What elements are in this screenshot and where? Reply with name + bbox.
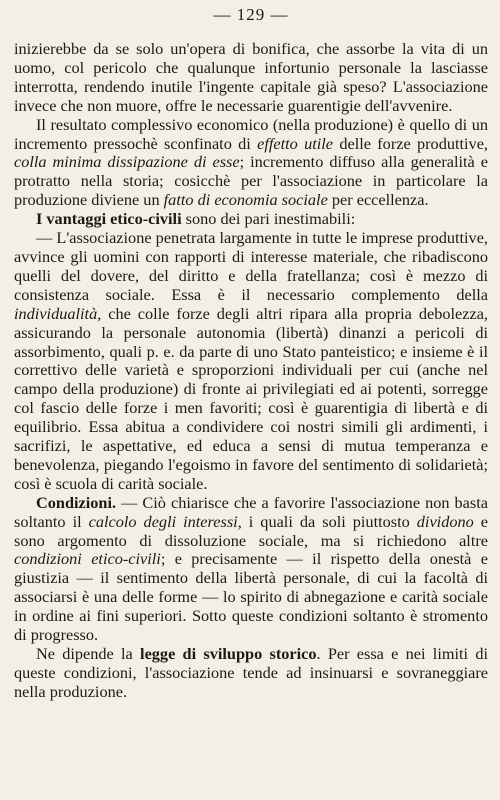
text-segment: delle forze produttive, — [333, 133, 488, 153]
paragraph — [14, 645, 488, 702]
bold-heading-text: legge di sviluppo storico — [140, 644, 317, 663]
text-segment: per eccellenza. — [327, 190, 429, 210]
text-segment: , i quali da soli piuttosto — [237, 511, 417, 531]
paragraph — [14, 210, 488, 229]
italic-text: fatto di economia sociale — [163, 190, 328, 210]
paragraph — [14, 494, 488, 645]
text-segment: ; incremento diffuso alla generalità e protratto nella storia; cosicchè per l'associazione in particolare la produzione diviene un — [14, 152, 488, 210]
text-segment: Ne dipende la — [36, 644, 141, 663]
paragraph — [14, 229, 488, 494]
text-segment: Il resultato complessivo economico (nella produzione) è quello di un incremento pressochè sconfinato di — [14, 114, 488, 153]
italic-text: colla minima dissipazione di esse — [14, 152, 240, 172]
text-segment: , che colle forze degli altri ripara alla propria debolezza, assicurando la personale autonomia (libertà) dinanzi a pericoli di assorbimento, quali p. e. da parte di uno Stato panteistico; e insieme è il correttivo delle varietà e sproporzioni individuali per cui (anche nel campo della produzione) di fronte ai privilegiati ed ai potenti, sorregge col fascio delle forze i men favoriti; così è guarentigia di libertà e di equilibrio. Essa abitua a condividere coi nostri simili gli ardimenti, i sacrifizi, le aspettative, ed educa a sensi di mutua temperanza e benevolenza, piegando l'egoismo in favore del sentimento di solidarietà; così è scuola di carità sociale. — [14, 303, 488, 493]
italic-text: calcolo degli interessi — [88, 511, 238, 531]
body-text — [14, 40, 488, 702]
italic-text: condizioni etico-civili — [14, 549, 161, 569]
text-segment: sono dei pari inestimabili: — [181, 209, 356, 229]
text-segment: . Per essa e nei limiti di queste condizioni, l'associazione tende ad insinuarsi e sovraneggiare nella produzione. — [14, 644, 488, 701]
italic-text: individualità — [14, 303, 98, 323]
text-segment: inizierebbe da se solo un'opera di bonifica, che assorbe la vita di un uomo, col pericolo che qualunque infortunio personale la lasciasse interrotta, rendendo inutile l'ingente capitale già speso? L'associazione invece che non muore, offre le necessarie guarentigie dell'avvenire. — [14, 39, 488, 115]
paragraph — [14, 116, 488, 211]
text-segment: ; e precisamente — il rispetto della onestà e giustizia — il sentimento della libertà personale, di cui la facoltà di associarsi è una delle forme — lo spirito di abnegazione e carità sociale in ordine ai fini superiori. Sotto queste condizioni soltanto è stromento di progresso. — [14, 549, 488, 645]
text-segment: — Ciò chiarisce che a favorire l'associazione non basta soltanto il — [14, 492, 488, 531]
text-segment: — L'associazione penetrata largamente in tutte le imprese produttive, avvince gli uomini con rapporti di interesse materiale, che ribadiscono quelli del dovere, del diritto e della fratellanza; così è mezzo di consistenza sociale. Essa è il necessario complemento della — [14, 228, 488, 304]
paragraph — [14, 40, 488, 116]
italic-text: effetto utile — [257, 133, 334, 153]
italic-text: dividono — [416, 511, 474, 531]
page-number: — 129 — — [213, 5, 289, 24]
bold-heading-text: I vantaggi etico-civili — [36, 209, 182, 229]
text-segment: e sono argomento di dissoluzione sociale, ma si richiedono altre — [14, 511, 489, 550]
bold-heading-text: Condizioni. — [36, 492, 117, 512]
